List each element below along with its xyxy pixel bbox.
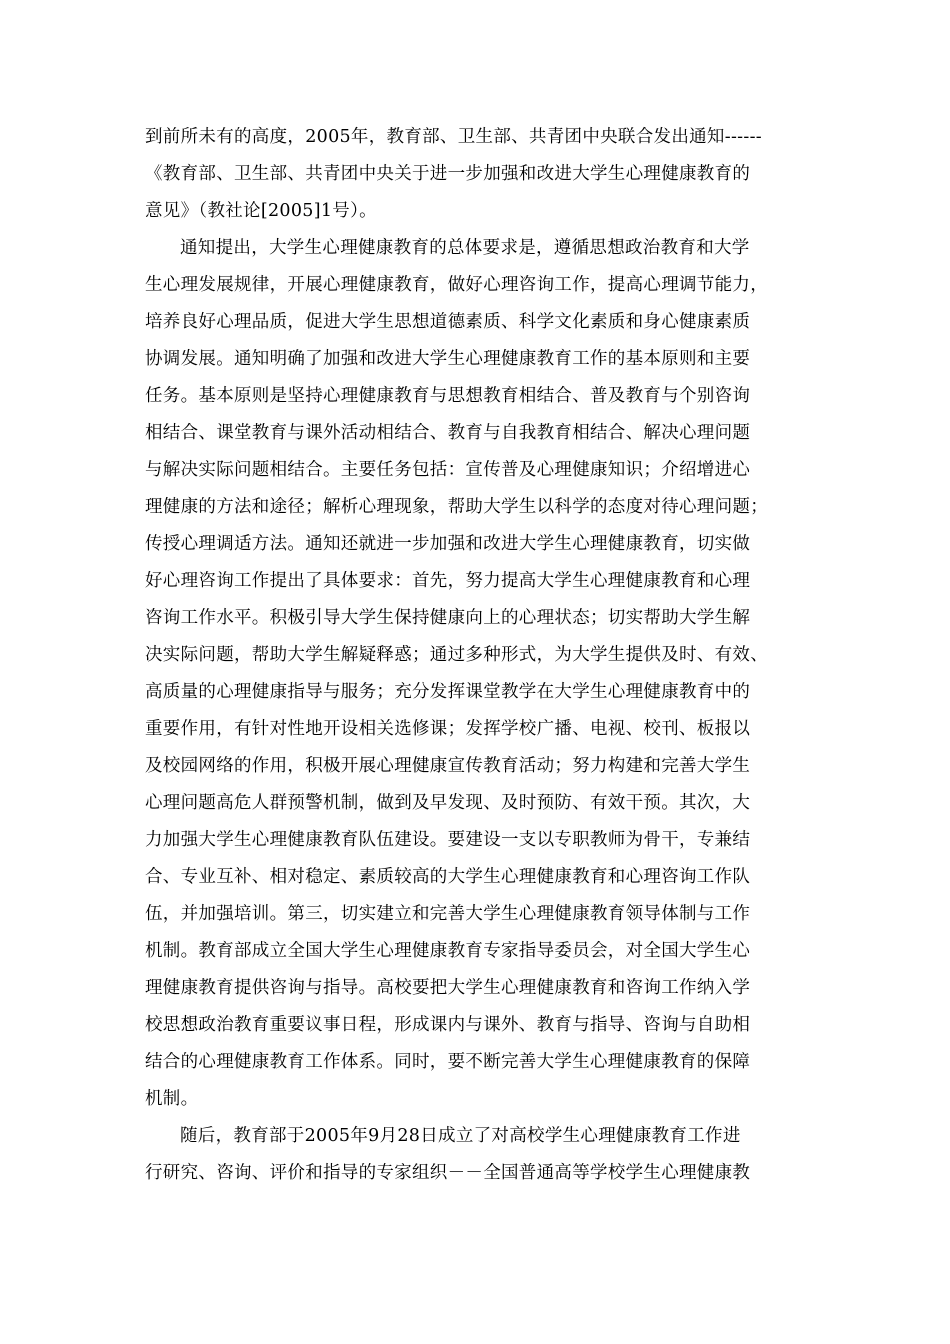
text-line: 及校园网络的作用，积极开展心理健康宣传教育活动；努力构建和完善大学生: [145, 756, 751, 776]
text-line: 咨询工作水平。积极引导大学生保持健康向上的心理状态；切实帮助大学生解: [145, 608, 751, 628]
text-line: 传授心理调适方法。通知还就进一步加强和改进大学生心理健康教育，切实做: [145, 534, 751, 554]
text-line: 校思想政治教育重要议事日程，形成课内与课外、教育与指导、咨询与自助相: [145, 1015, 751, 1035]
text-line: 机制。教育部成立全国大学生心理健康教育专家指导委员会，对全国大学生心: [145, 941, 751, 961]
text-line: 心理问题高危人群预警机制，做到及早发现、及时预防、有效干预。其次，大: [145, 793, 751, 813]
text-line: 决实际问题，帮助大学生解疑释惑；通过多种形式，为大学生提供及时、有效、: [145, 645, 768, 665]
text-line: 力加强大学生心理健康教育队伍建设。要建设一支以专职教师为骨干，专兼结: [145, 830, 751, 850]
text-line: 重要作用，有针对性地开设相关选修课；发挥学校广播、电视、校刊、板报以: [145, 719, 751, 739]
text-line: 行研究、咨询、评价和指导的专家组织－－全国普通高等学校学生心理健康教: [145, 1163, 751, 1183]
text-line: 合、专业互补、相对稳定、素质较高的大学生心理健康教育和心理咨询工作队: [145, 867, 751, 887]
text-line: 与解决实际问题相结合。主要任务包括：宣传普及心理健康知识；介绍增进心: [145, 460, 751, 480]
text-line: 好心理咨询工作提出了具体要求：首先，努力提高大学生心理健康教育和心理: [145, 571, 751, 591]
text-line: 《教育部、卫生部、共青团中央关于进一步加强和改进大学生心理健康教育的: [145, 164, 751, 184]
text-line: 理健康教育提供咨询与指导。高校要把大学生心理健康教育和咨询工作纳入学: [145, 978, 751, 998]
text-line: 结合的心理健康教育工作体系。同时，要不断完善大学生心理健康教育的保障: [145, 1052, 751, 1072]
text-line: 伍，并加强培训。第三，切实建立和完善大学生心理健康教育领导体制与工作: [145, 904, 751, 924]
text-line: 理健康的方法和途径；解析心理现象，帮助大学生以科学的态度对待心理问题；: [145, 497, 768, 517]
text-line: 相结合、课堂教育与课外活动相结合、教育与自我教育相结合、解决心理问题: [145, 423, 751, 443]
text-line: 高质量的心理健康指导与服务；充分发挥课堂教学在大学生心理健康教育中的: [145, 682, 751, 702]
paragraph-start-line: 随后，教育部于2005年9月28日成立了对高校学生心理健康教育工作进: [180, 1126, 741, 1146]
text-line: 培养良好心理品质，促进大学生思想道德素质、科学文化素质和身心健康素质: [145, 312, 751, 332]
text-line: 协调发展。通知明确了加强和改进大学生心理健康教育工作的基本原则和主要: [145, 349, 751, 369]
text-line: 到前所未有的高度，2005年，教育部、卫生部、共青团中央联合发出通知------: [145, 127, 763, 147]
text-line: 机制。: [145, 1089, 199, 1109]
text-line: 意见》（教社论[2005]1号）。: [145, 201, 377, 221]
paragraph-start-line: 通知提出，大学生心理健康教育的总体要求是，遵循思想政治教育和大学: [180, 238, 750, 258]
text-line: 任务。基本原则是坚持心理健康教育与思想教育相结合、普及教育与个别咨询: [145, 386, 751, 406]
text-line: 生心理发展规律，开展心理健康教育，做好心理咨询工作，提高心理调节能力，: [145, 275, 768, 295]
